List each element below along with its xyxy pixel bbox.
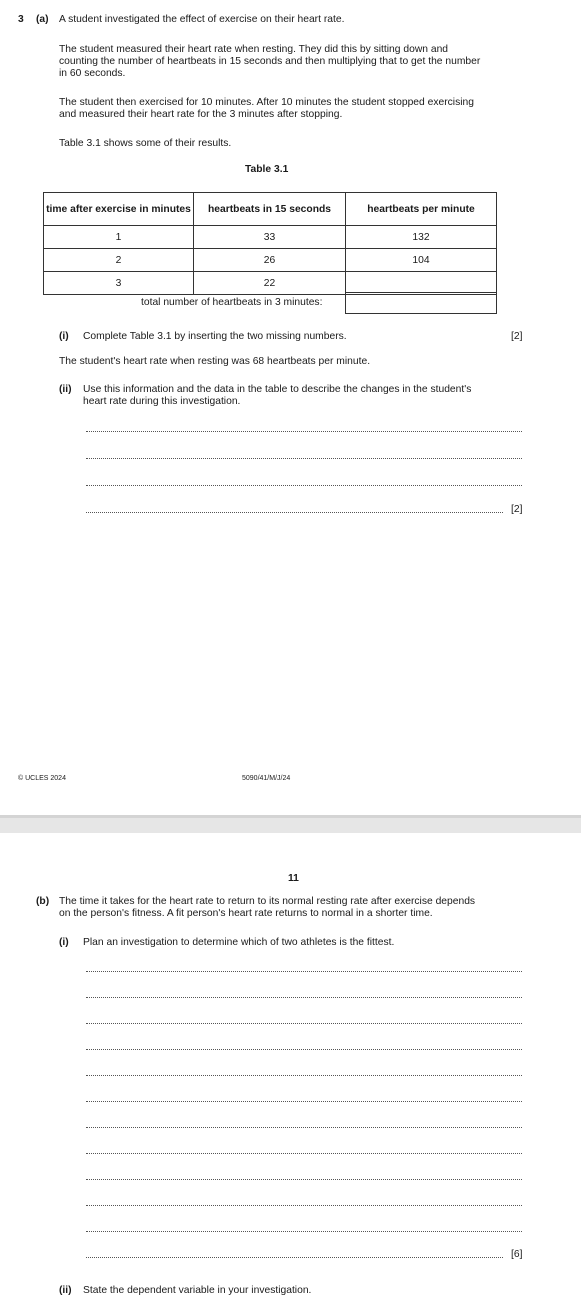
b-i-text: Plan an investigation to determine which of two athletes is the fittest. bbox=[83, 937, 395, 948]
answer-line[interactable] bbox=[86, 971, 522, 972]
resting-rate-text: The student's heart rate when resting was 68 heartbeats per minute. bbox=[59, 356, 371, 367]
answer-line[interactable] bbox=[86, 485, 522, 486]
answer-line[interactable] bbox=[86, 1127, 522, 1128]
answer-line[interactable] bbox=[86, 431, 522, 432]
table-cell: 104 bbox=[346, 249, 497, 272]
answer-line[interactable] bbox=[86, 512, 503, 513]
sub-ii-line2: heart rate during this investigation. bbox=[83, 396, 241, 407]
part-b-line2: on the person's fitness. A fit person's heart rate returns to normal in a shorter time. bbox=[59, 908, 433, 919]
table-cell: 26 bbox=[194, 249, 346, 272]
table-cell: 132 bbox=[346, 226, 497, 249]
table-header-beatsmin: heartbeats per minute bbox=[346, 193, 497, 226]
table-row bbox=[44, 226, 497, 249]
part-b-label: (b) bbox=[36, 896, 50, 907]
para1-line2: counting the number of heartbeats in 15 seconds and then multiplying that to get the number bbox=[59, 56, 481, 67]
results-table bbox=[43, 192, 497, 295]
total-answer-box[interactable] bbox=[345, 292, 497, 314]
para2-line1: The student then exercised for 10 minutes. After 10 minutes the student stopped exercising bbox=[59, 97, 474, 108]
page-separator-edge bbox=[0, 815, 581, 818]
table-cell: 2 bbox=[44, 249, 194, 272]
table-cell: 22 bbox=[194, 272, 346, 295]
b-ii-label: (ii) bbox=[59, 1285, 72, 1296]
answer-line[interactable] bbox=[86, 997, 522, 998]
exam-page-11 bbox=[0, 833, 581, 1313]
part-b-line1: The time it takes for the heart rate to return to its normal resting rate after exercise depends bbox=[59, 896, 476, 907]
page-number: 11 bbox=[288, 873, 299, 884]
answer-line[interactable] bbox=[86, 1049, 522, 1050]
answer-line[interactable] bbox=[86, 1257, 503, 1258]
answer-line[interactable] bbox=[86, 1153, 522, 1154]
table-header-beats15: heartbeats in 15 seconds bbox=[194, 193, 346, 226]
para1-line1: The student measured their heart rate when resting. They did this by sitting down and bbox=[59, 44, 449, 55]
para2-line2: and measured their heart rate for the 3 minutes after stopping. bbox=[59, 109, 343, 120]
sub-i-label: (i) bbox=[59, 331, 69, 342]
answer-line[interactable] bbox=[86, 1101, 522, 1102]
question-number: 3 bbox=[18, 14, 24, 25]
answer-line[interactable] bbox=[86, 458, 522, 459]
table-cell: 1 bbox=[44, 226, 194, 249]
para3-text: Table 3.1 shows some of their results. bbox=[59, 138, 232, 149]
sub-ii-label: (ii) bbox=[59, 384, 72, 395]
paper-code-footer: 5090/41/M/J/24 bbox=[242, 775, 291, 782]
answer-line[interactable] bbox=[86, 1075, 522, 1076]
table-header-time: time after exercise in minutes bbox=[44, 193, 194, 226]
answer-line[interactable] bbox=[86, 1205, 522, 1206]
b-i-marks: [6] bbox=[511, 1249, 523, 1260]
answer-line[interactable] bbox=[86, 1179, 522, 1180]
table-header-row bbox=[44, 193, 497, 226]
copyright-footer: © UCLES 2024 bbox=[18, 775, 66, 782]
b-i-label: (i) bbox=[59, 937, 69, 948]
table-caption: Table 3.1 bbox=[245, 164, 289, 175]
intro-text: A student investigated the effect of exercise on their heart rate. bbox=[59, 14, 345, 25]
sub-i-marks: [2] bbox=[511, 331, 523, 342]
para1-line3: in 60 seconds. bbox=[59, 68, 126, 79]
table-cell: 3 bbox=[44, 272, 194, 295]
part-a-label: (a) bbox=[36, 14, 49, 25]
sub-ii-marks: [2] bbox=[511, 504, 523, 515]
sub-i-text: Complete Table 3.1 by inserting the two missing numbers. bbox=[83, 331, 347, 342]
b-ii-text: State the dependent variable in your investigation. bbox=[83, 1285, 312, 1296]
answer-line[interactable] bbox=[86, 1231, 522, 1232]
table-cell: 33 bbox=[194, 226, 346, 249]
total-label: total number of heartbeats in 3 minutes: bbox=[141, 297, 323, 308]
sub-ii-line1: Use this information and the data in the table to describe the changes in the student's bbox=[83, 384, 472, 395]
table-row bbox=[44, 249, 497, 272]
answer-line[interactable] bbox=[86, 1023, 522, 1024]
